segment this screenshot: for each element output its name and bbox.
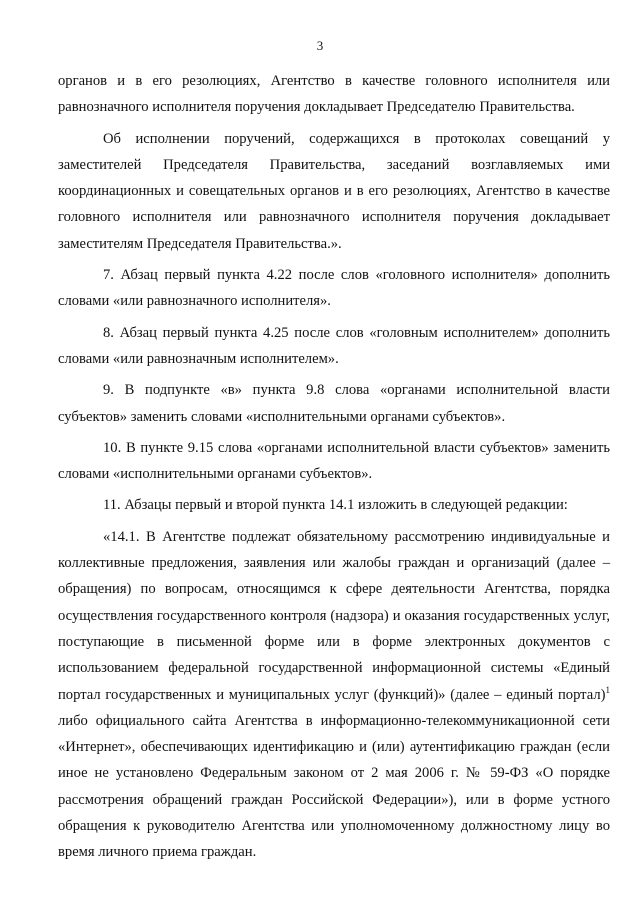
paragraph-14-1 bbox=[58, 524, 610, 866]
paragraph-item-9: 9. В подпункте «в» пункта 9.8 слова «органами исполнительной власти субъектов» заменить словами «исполнительными органами субъектов». bbox=[58, 382, 610, 425]
paragraph-14-1-text-before: «14.1. В Агентстве подлежат обязательному рассмотрению индивидуальные и коллективные предложения, заявления или жалобы граждан и организаций (далее – обращения) по вопросам, относящимся к сфере деятельности Агентства, порядка осуществления государственного контроля (надзора) и оказания государственных услуг, поступающие в письменной форме или в форме электронных документов с использованием федеральной государственной информационной системы «Единый портал государственных и муниципальных услуг (функций)» (далее – единый портал) bbox=[58, 528, 610, 703]
paragraph-continuation: органов и в его резолюциях, Агентство в качестве головного исполнителя или равнозначного исполнителя поручения докладывает Председателю Правительства. bbox=[58, 73, 610, 116]
footnote-mark: 1 bbox=[605, 684, 610, 695]
paragraph-item-8: 8. Абзац первый пункта 4.25 после слов «головным исполнителем» дополнить словами «или равнозначным исполнителем». bbox=[58, 324, 610, 367]
paragraph-item-10: 10. В пункте 9.15 слова «органами исполнительной власти субъектов» заменить словами «исполнительными органами субъектов». bbox=[58, 439, 610, 483]
paragraph-14-1-text-after: либо официального сайта Агентства в информационно-телекоммуникационной сети «Интернет», обеспечивающих идентификацию и (или) аутентификацию граждан (если иное не установлено Федеральным законом от 2 мая 2006 г. № 59-ФЗ «О порядке рассмотрения обращений граждан Российской Федерации»), или в форме устного обращения к руководителю Агентства или уполномоченному должностному лицу во время личного приема граждан. bbox=[58, 712, 610, 861]
paragraph-execution-report: Об исполнении поручений, содержащихся в протоколах совещаний у заместителей Председателя Правительства, заседаний возглавляемых ими координационных и совещательных органов и в его резолюциях, Агентство в качестве головного исполнителя или равнозначного исполнителя поручения докладывает заместителям Председателя Правительства.». bbox=[58, 130, 610, 252]
paragraph-item-11: 11. Абзацы первый и второй пункта 14.1 изложить в следующей редакции: bbox=[103, 497, 568, 514]
page-number: 3 bbox=[316, 38, 324, 53]
document-body bbox=[58, 68, 610, 866]
paragraph-item-7: 7. Абзац первый пункта 4.22 после слов «головного исполнителя» дополнить словами «или равнозначного исполнителя». bbox=[58, 267, 610, 310]
